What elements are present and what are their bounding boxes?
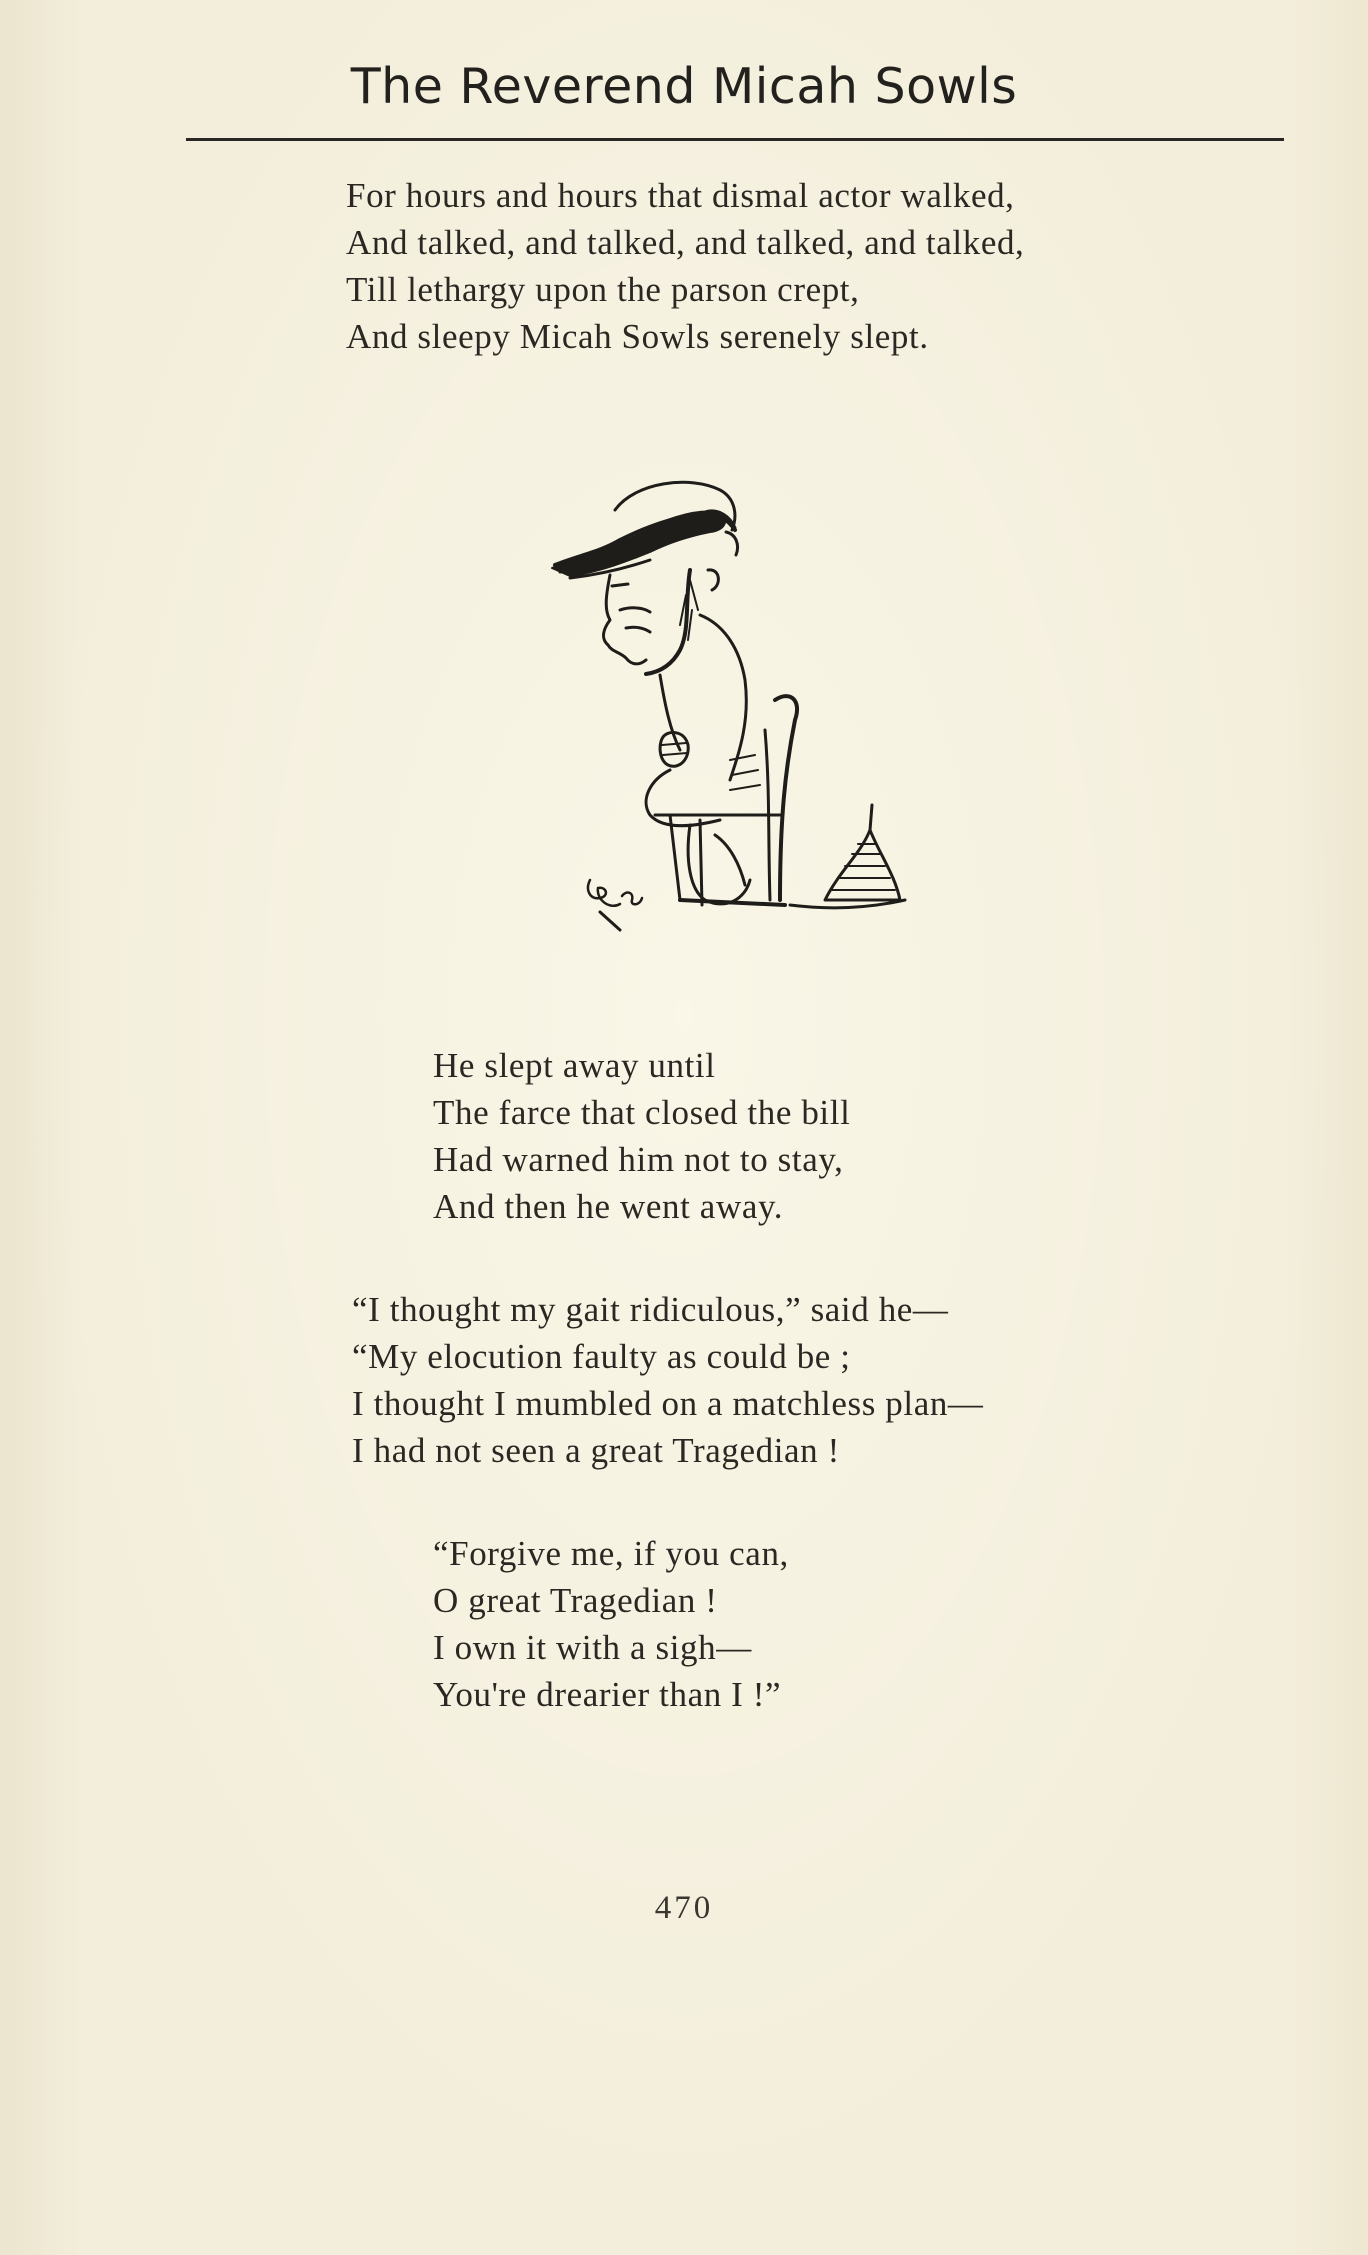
verse-line: O great Tragedian ! xyxy=(433,1581,718,1620)
stanza-3 xyxy=(352,1286,984,1474)
sleeping-parson-illustration xyxy=(540,460,940,960)
verse-line: And sleepy Micah Sowls serenely slept. xyxy=(346,317,929,356)
page-number: 470 xyxy=(654,1890,714,1926)
header-rule xyxy=(186,138,1284,141)
running-head-title: The Reverend Micah Sowls xyxy=(350,58,1018,115)
chair xyxy=(775,696,797,900)
verse-line: Had warned him not to stay, xyxy=(433,1140,844,1179)
verse-line: I had not seen a great Tragedian ! xyxy=(352,1431,840,1470)
artist-signature xyxy=(588,880,642,930)
verse-line: I own it with a sigh— xyxy=(433,1628,752,1667)
verse-line: For hours and hours that dismal actor walked, xyxy=(346,176,1015,215)
stanza-4 xyxy=(433,1530,789,1718)
stanza-1 xyxy=(346,172,1024,360)
face-profile xyxy=(604,575,646,664)
verse-line: I thought I mumbled on a matchless plan— xyxy=(352,1384,984,1423)
verse-line: “Forgive me, if you can, xyxy=(433,1534,789,1573)
verse-line: You're drearier than I !” xyxy=(433,1675,782,1714)
verse-line: Till lethargy upon the parson crept, xyxy=(346,270,860,309)
verse-line: And talked, and talked, and talked, and talked, xyxy=(346,223,1025,262)
verse-line: He slept away until xyxy=(433,1046,716,1085)
verse-line: And then he went away. xyxy=(433,1187,784,1226)
beard xyxy=(646,570,690,674)
verse-line: “My elocution faulty as could be ; xyxy=(352,1337,851,1376)
stanza-2 xyxy=(433,1042,850,1230)
verse-line: “I thought my gait ridiculous,” said he— xyxy=(352,1290,949,1329)
coat xyxy=(700,615,746,780)
verse-line: The farce that closed the bill xyxy=(433,1093,851,1132)
